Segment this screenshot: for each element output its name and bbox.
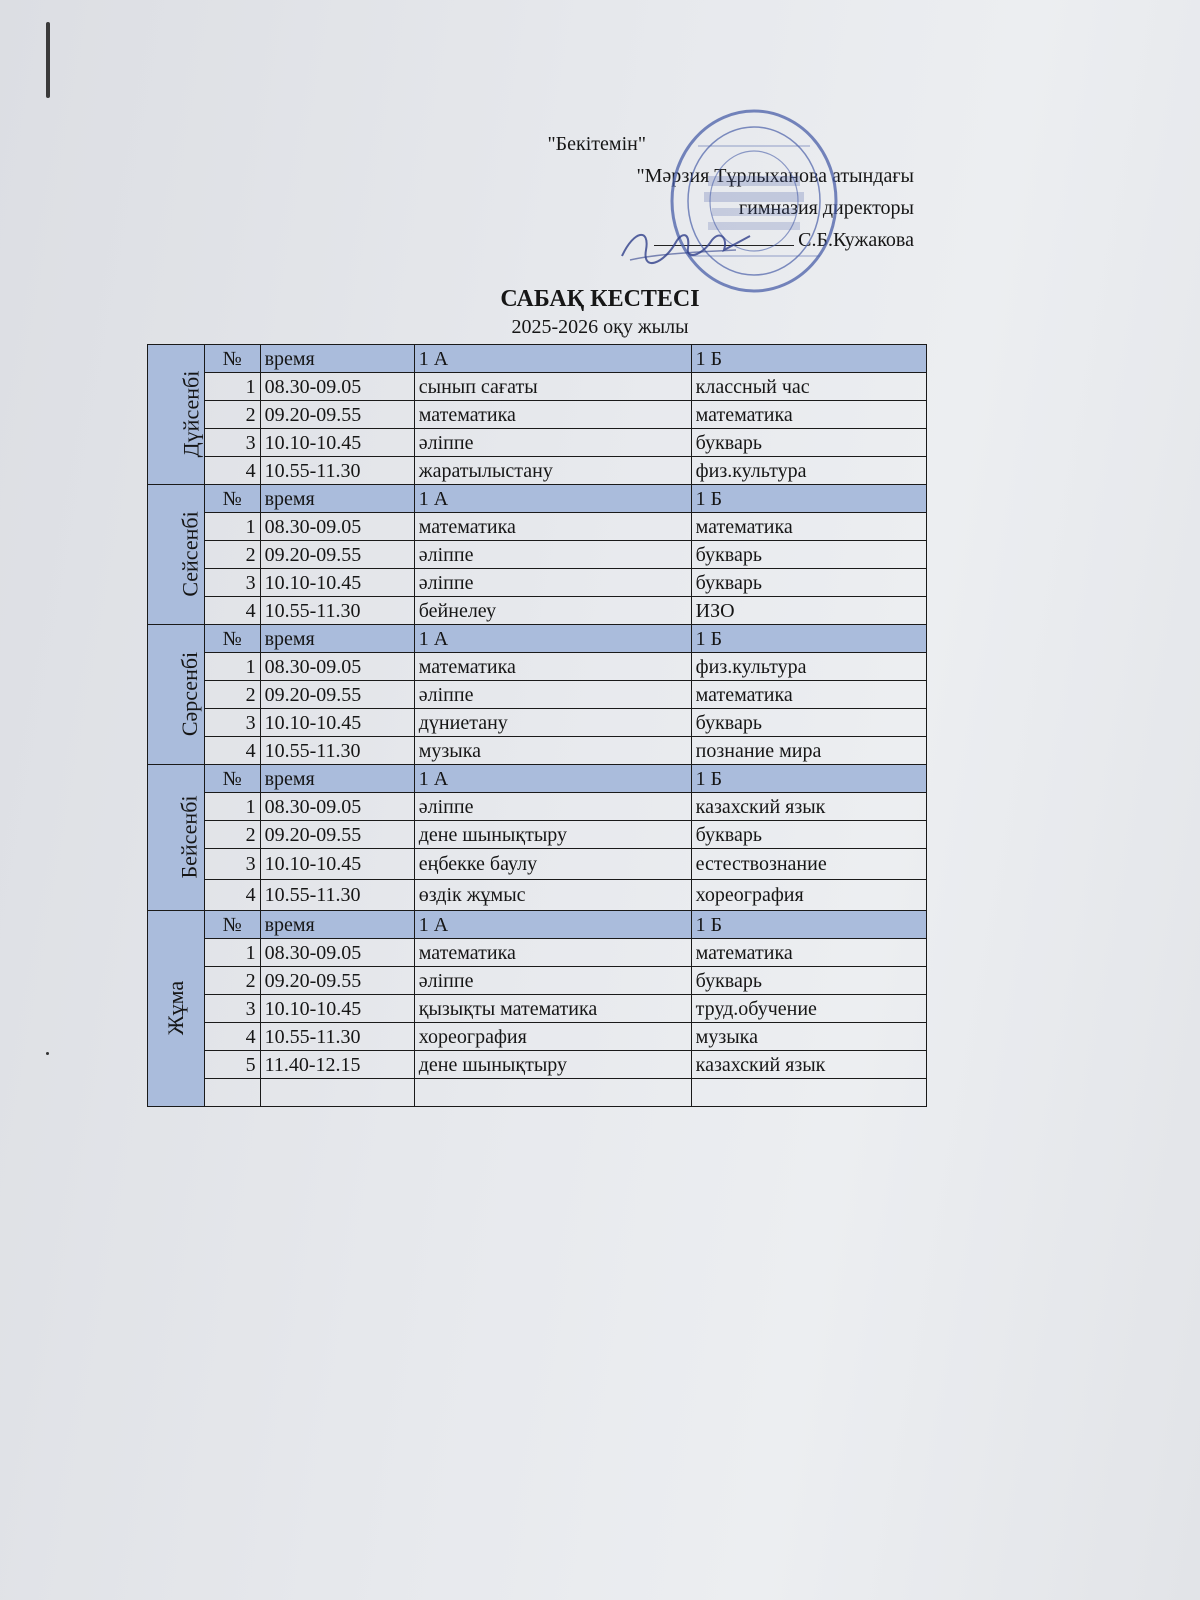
lesson-1a: дене шынықтыру (414, 821, 691, 849)
column-header-time: время (260, 765, 414, 793)
lesson-time: 10.55-11.30 (260, 597, 414, 625)
lesson-number: 2 (204, 821, 260, 849)
lesson-1a: музыка (414, 737, 691, 765)
header-row (148, 625, 927, 653)
lesson-1b: ИЗО (691, 597, 926, 625)
lesson-time: 10.10-10.45 (260, 709, 414, 737)
lesson-time: 08.30-09.05 (260, 939, 414, 967)
day-cell (148, 765, 205, 911)
column-header-time: время (260, 625, 414, 653)
lesson-1a: математика (414, 513, 691, 541)
lesson-number: 3 (204, 995, 260, 1023)
lesson-number: 5 (204, 1051, 260, 1079)
lesson-1b: музыка (691, 1023, 926, 1051)
lesson-time: 10.10-10.45 (260, 429, 414, 457)
column-header-1b: 1 Б (691, 911, 926, 939)
lesson-time: 08.30-09.05 (260, 373, 414, 401)
lesson-time: 09.20-09.55 (260, 401, 414, 429)
lesson-1b: букварь (691, 821, 926, 849)
column-header-1a: 1 А (414, 765, 691, 793)
lesson-1a: қызықты математика (414, 995, 691, 1023)
lesson-1b: физ.культура (691, 653, 926, 681)
approval-line-1: "Бекітемін" (547, 133, 646, 155)
table-row (148, 1051, 927, 1079)
table-row (148, 373, 927, 401)
lesson-1a: хореография (414, 1023, 691, 1051)
day-label: Дүйсенбі (178, 370, 204, 458)
lesson-number: 3 (204, 429, 260, 457)
lesson-time: 10.55-11.30 (260, 880, 414, 911)
lesson-1a: өздік жұмыс (414, 880, 691, 911)
lesson-1a: дене шынықтыру (414, 1051, 691, 1079)
lesson-number: 4 (204, 457, 260, 485)
lesson-time: 11.40-12.15 (260, 1051, 414, 1079)
column-header-num: № (204, 911, 260, 939)
lesson-time: 08.30-09.05 (260, 793, 414, 821)
column-header-1b: 1 Б (691, 625, 926, 653)
column-header-num: № (204, 485, 260, 513)
lesson-time: 09.20-09.55 (260, 967, 414, 995)
column-header-1a: 1 А (414, 485, 691, 513)
lesson-1b: букварь (691, 569, 926, 597)
lesson-number (204, 1079, 260, 1107)
paper-speck (46, 1052, 49, 1055)
day-cell (148, 625, 205, 765)
schedule-table (147, 344, 927, 1107)
table-row (148, 541, 927, 569)
table-row (148, 513, 927, 541)
lesson-time: 10.55-11.30 (260, 1023, 414, 1051)
approval-line-3: гимназия директоры (738, 197, 914, 219)
column-header-1a: 1 А (414, 911, 691, 939)
column-header-num: № (204, 345, 260, 373)
lesson-number: 2 (204, 967, 260, 995)
lesson-1a: әліппе (414, 967, 691, 995)
lesson-number: 4 (204, 880, 260, 911)
staple-mark (46, 22, 50, 98)
table-row (148, 653, 927, 681)
column-header-1b: 1 Б (691, 485, 926, 513)
column-header-num: № (204, 765, 260, 793)
table-row (148, 737, 927, 765)
lesson-1b: физ.культура (691, 457, 926, 485)
lesson-time: 09.20-09.55 (260, 681, 414, 709)
table-row (148, 967, 927, 995)
table-row (148, 849, 927, 880)
lesson-number: 3 (204, 709, 260, 737)
lesson-time: 08.30-09.05 (260, 513, 414, 541)
lesson-1a: әліппе (414, 429, 691, 457)
approval-line-2: "Мәрзия Тұрлыханова атындағы (636, 165, 914, 187)
lesson-time: 09.20-09.55 (260, 541, 414, 569)
lesson-1a: әліппе (414, 793, 691, 821)
lesson-time: 09.20-09.55 (260, 821, 414, 849)
header-row (148, 345, 927, 373)
table-row (148, 821, 927, 849)
lesson-1a: математика (414, 653, 691, 681)
column-header-1b: 1 Б (691, 765, 926, 793)
table-row (148, 457, 927, 485)
column-header-time: время (260, 345, 414, 373)
lesson-number: 4 (204, 597, 260, 625)
lesson-1b: познание мира (691, 737, 926, 765)
lesson-1b (691, 1079, 926, 1107)
lesson-1a: еңбекке баулу (414, 849, 691, 880)
lesson-1b: математика (691, 513, 926, 541)
day-label: Сейсенбі (177, 511, 203, 597)
table-row (148, 681, 927, 709)
table-row (148, 709, 927, 737)
column-header-1a: 1 А (414, 625, 691, 653)
lesson-number: 1 (204, 793, 260, 821)
lesson-1a: математика (414, 939, 691, 967)
lesson-number: 3 (204, 849, 260, 880)
lesson-1b: естествознание (691, 849, 926, 880)
director-name: С.Б.Кужакова (798, 229, 914, 251)
day-cell (148, 485, 205, 625)
table-row (148, 1023, 927, 1051)
table-row (148, 939, 927, 967)
lesson-1a: бейнелеу (414, 597, 691, 625)
day-label: Жұма (162, 980, 188, 1036)
page-subtitle: 2025-2026 оқу жылы (511, 316, 689, 338)
lesson-1a: әліппе (414, 681, 691, 709)
lesson-1a: математика (414, 401, 691, 429)
day-cell (148, 911, 205, 1107)
director-signature (616, 220, 756, 270)
lesson-time: 10.10-10.45 (260, 849, 414, 880)
lesson-1b: букварь (691, 541, 926, 569)
lesson-1b: букварь (691, 967, 926, 995)
lesson-1a (414, 1079, 691, 1107)
lesson-1b: математика (691, 681, 926, 709)
table-row (148, 1079, 927, 1107)
table-row (148, 793, 927, 821)
lesson-number: 2 (204, 681, 260, 709)
lesson-1b: классный час (691, 373, 926, 401)
header-row (148, 485, 927, 513)
lesson-time (260, 1079, 414, 1107)
day-label: Сәрсенбі (177, 651, 203, 737)
column-header-time: время (260, 911, 414, 939)
lesson-1b: математика (691, 401, 926, 429)
lesson-number: 4 (204, 737, 260, 765)
lesson-1a: дүниетану (414, 709, 691, 737)
header-row (148, 911, 927, 939)
table-row (148, 995, 927, 1023)
lesson-time: 10.10-10.45 (260, 569, 414, 597)
lesson-number: 1 (204, 373, 260, 401)
page-title: САБАҚ КЕСТЕСІ (500, 286, 700, 312)
lesson-1b: казахский язык (691, 793, 926, 821)
table-row (148, 429, 927, 457)
lesson-time: 10.55-11.30 (260, 737, 414, 765)
lesson-1b: букварь (691, 429, 926, 457)
column-header-1a: 1 А (414, 345, 691, 373)
lesson-1b: казахский язык (691, 1051, 926, 1079)
lesson-1b: труд.обучение (691, 995, 926, 1023)
table-row (148, 569, 927, 597)
lesson-1a: жаратылыстану (414, 457, 691, 485)
column-header-1b: 1 Б (691, 345, 926, 373)
day-cell (148, 345, 205, 485)
lesson-1b: хореография (691, 880, 926, 911)
table-row (148, 401, 927, 429)
lesson-number: 2 (204, 541, 260, 569)
column-header-time: время (260, 485, 414, 513)
day-label: Бейсенбі (176, 795, 202, 879)
lesson-1a: әліппе (414, 569, 691, 597)
lesson-time: 08.30-09.05 (260, 653, 414, 681)
header-row (148, 765, 927, 793)
lesson-number: 4 (204, 1023, 260, 1051)
table-row (148, 880, 927, 911)
lesson-number: 1 (204, 653, 260, 681)
lesson-number: 2 (204, 401, 260, 429)
column-header-num: № (204, 625, 260, 653)
lesson-time: 10.55-11.30 (260, 457, 414, 485)
lesson-1b: букварь (691, 709, 926, 737)
lesson-1a: әліппе (414, 541, 691, 569)
lesson-number: 1 (204, 513, 260, 541)
lesson-time: 10.10-10.45 (260, 995, 414, 1023)
lesson-1a: сынып сағаты (414, 373, 691, 401)
lesson-number: 3 (204, 569, 260, 597)
lesson-1b: математика (691, 939, 926, 967)
lesson-number: 1 (204, 939, 260, 967)
table-row (148, 597, 927, 625)
